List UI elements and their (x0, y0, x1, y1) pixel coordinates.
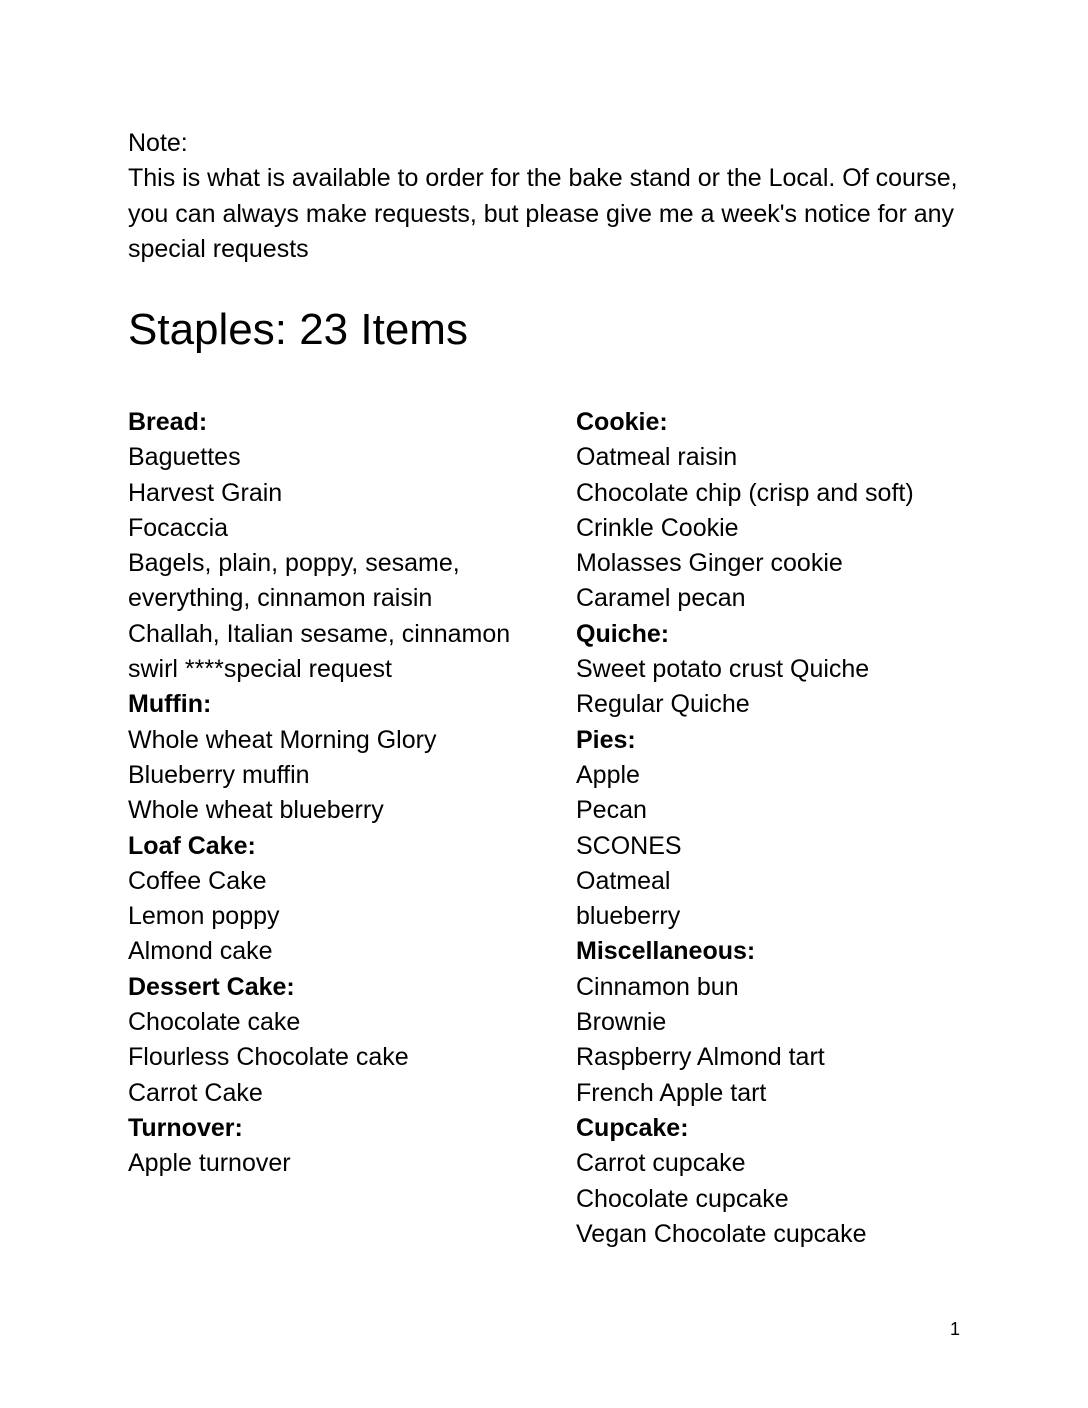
menu-item: Apple turnover (128, 1149, 291, 1178)
menu-section (576, 405, 1016, 617)
menu-item: Challah, Italian sesame, cinnamon swirl ****special request (128, 619, 511, 684)
menu-item: Carrot cupcake (576, 1149, 746, 1178)
menu-section (128, 970, 548, 1111)
menu-item: Oatmeal (576, 866, 671, 895)
menu-item: French Apple tart (576, 1078, 767, 1107)
menu-item: Molasses Ginger cookie (576, 549, 843, 578)
menu-item: Chocolate chip (crisp and soft) (576, 478, 914, 507)
menu-section (128, 829, 548, 970)
menu-section (576, 617, 1016, 723)
menu-item: Raspberry Almond tart (576, 1043, 825, 1072)
menu-item: Vegan Chocolate cupcake (576, 1219, 867, 1248)
menu-item: Almond cake (128, 937, 273, 966)
menu-item: Blueberry muffin (128, 760, 310, 789)
menu-item: Baguettes (128, 443, 241, 472)
section-title: Muffin: (128, 690, 212, 719)
menu-item: Focaccia (128, 513, 229, 542)
menu-section (128, 405, 548, 687)
menu-item: Flourless Chocolate cake (128, 1043, 409, 1072)
right-column (576, 405, 1016, 1252)
menu-item: blueberry (576, 902, 681, 931)
menu-item: Harvest Grain (128, 478, 283, 507)
menu-item: Whole wheat blueberry (128, 796, 384, 825)
menu-item: Apple (576, 760, 640, 789)
menu-item: Crinkle Cookie (576, 513, 739, 542)
note-block (128, 126, 958, 267)
menu-item: Brownie (576, 1008, 667, 1037)
menu-section (576, 934, 1016, 1110)
section-title: Turnover: (128, 1113, 243, 1142)
menu-section (576, 723, 1016, 935)
menu-item: Caramel pecan (576, 584, 746, 613)
section-title: Miscellaneous: (576, 937, 756, 966)
menu-item: Coffee Cake (128, 866, 267, 895)
menu-item: Chocolate cupcake (576, 1184, 789, 1213)
page-heading: Staples: 23 Items (128, 305, 468, 354)
menu-item: Cinnamon bun (576, 972, 739, 1001)
menu-item: SCONES (576, 831, 682, 860)
note-body: This is what is available to order for the bake stand or the Local. Of course, you can always make requests, but please give me a week's notice for any special requests (128, 164, 958, 263)
section-title: Loaf Cake: (128, 831, 256, 860)
note-label: Note: (128, 129, 188, 157)
section-title: Cookie: (576, 408, 668, 436)
menu-item: Bagels, plain, poppy, sesame, everything, cinnamon raisin (128, 549, 460, 613)
menu-item: Whole wheat Morning Glory (128, 725, 437, 754)
menu-item: Pecan (576, 796, 647, 825)
menu-section (128, 687, 548, 828)
menu-section (128, 1111, 548, 1182)
left-column (128, 405, 548, 1182)
page-number: 1 (949, 1319, 960, 1339)
section-title: Pies: (576, 725, 636, 754)
section-title: Quiche: (576, 619, 670, 648)
menu-item: Lemon poppy (128, 902, 280, 931)
section-title: Dessert Cake: (128, 972, 295, 1001)
menu-item: Sweet potato crust Quiche (576, 655, 870, 684)
menu-item: Carrot Cake (128, 1078, 263, 1107)
menu-item: Oatmeal raisin (576, 443, 738, 472)
menu-item: Regular Quiche (576, 690, 750, 719)
menu-section (576, 1111, 1016, 1252)
section-title: Cupcake: (576, 1113, 689, 1142)
menu-item: Chocolate cake (128, 1008, 301, 1037)
section-title: Bread: (128, 408, 208, 436)
